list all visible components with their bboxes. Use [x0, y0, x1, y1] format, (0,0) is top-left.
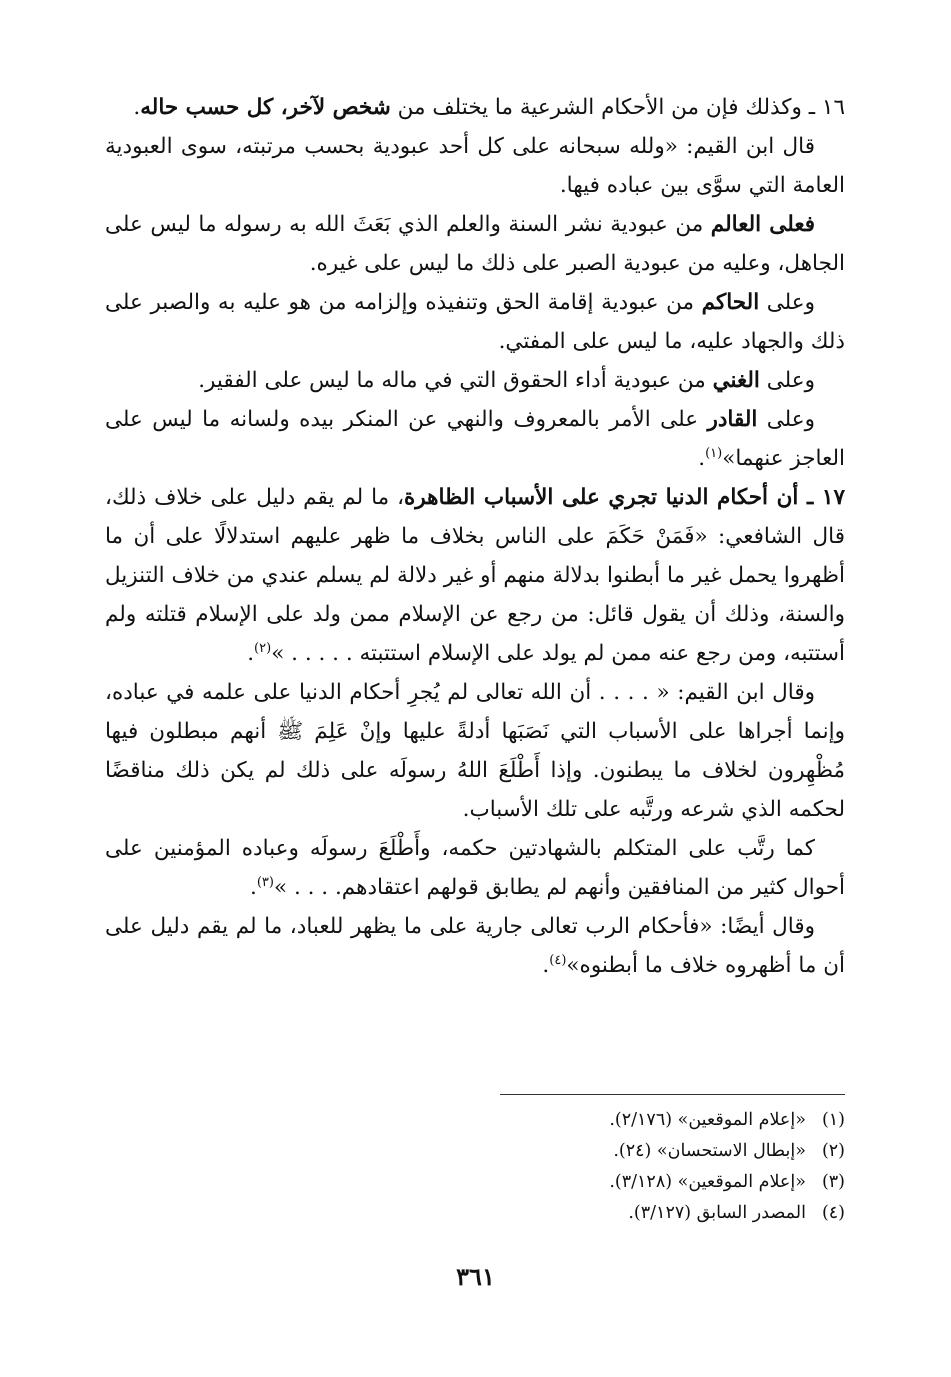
- bold-phrase: ١٧ ـ أن أحكام الدنيا تجري على الأسباب الظاهرة: [404, 485, 845, 510]
- paragraph-text: كما رتَّب على المتكلم بالشهادتين حكمه، وأَطْلَعَ رسولَه وعباده المؤمنين على أحوال كثير من المنافقين وأنهم لم يطابق قولهم اعتقادهم. . . . »: [105, 836, 845, 900]
- paragraph-text: على الأمر بالمعروف والنهي عن المنكر بيده ولسانه ما ليس على العاجز عنهما»: [105, 407, 845, 471]
- bold-phrase: القادر: [707, 407, 758, 432]
- page-number: ٣٦١: [456, 1262, 495, 1291]
- footnote-ref[interactable]: (٣): [256, 874, 274, 890]
- paragraph-text: ١٦ ـ وكذلك فإن من الأحكام الشرعية ما يختلف من: [397, 95, 845, 120]
- footnote-item: [105, 1198, 845, 1229]
- paragraph-ibn-qayyim-2: [105, 673, 845, 829]
- footnote-item: [105, 1167, 845, 1198]
- paragraph-text: .: [542, 953, 550, 978]
- paragraph-also: [105, 907, 845, 985]
- paragraph-ibn-qayyim: [105, 127, 845, 205]
- footnote-text: «إعلام الموقعين» (٢/١٧٦).: [609, 1110, 806, 1130]
- footnote-text: «إعلام الموقعين» (٣/١٢٨).: [609, 1172, 806, 1192]
- footnote-number: (٣): [821, 1172, 845, 1192]
- footnote-item: [105, 1136, 845, 1167]
- footnote-divider: [500, 1094, 845, 1095]
- footnote-number: (١): [821, 1110, 845, 1130]
- paragraph-text: وعلى: [766, 290, 816, 315]
- bold-phrase: فعلى العالم: [710, 212, 815, 237]
- paragraph-16: [105, 88, 845, 127]
- paragraph-text: وعلى: [766, 368, 815, 393]
- paragraph-text: قال ابن القيم: «ولله سبحانه على كل أحد عبودية بحسب مرتبته، سوى العبودية العامة التي سوَّى بين عباده فيها.: [105, 134, 845, 198]
- paragraph-shahada: [105, 829, 845, 907]
- footnotes: [105, 1105, 845, 1229]
- paragraph-text: ، ما لم يقم دليل على خلاف ذلك، قال الشافعي: «فَمَنْ حَكَمَ على الناس بخلاف ما ظهر عليهم استدلالًا على أن ما أظهروا يحمل غير ما أبطنوا بدلالة منهم أو غير دلالة لم يسلم عندي من خلاف التنزيل والسنة، وذلك أن يقول قائل: من رجع عن الإسلام ممن ولد على الإسلام قتلته ولم أستتبه، ومن رجع عنه ممن لم يولد على الإسلام استتبته . . . . . »: [105, 485, 845, 666]
- paragraph-text: .: [249, 875, 257, 900]
- paragraph-text: من عبودية أداء الحقوق التي في ماله ما ليس على الفقير.: [198, 368, 706, 393]
- paragraph-text: .: [698, 446, 706, 471]
- footnote-ref[interactable]: (٤): [549, 952, 567, 968]
- paragraph-rich: [105, 361, 845, 400]
- footnote-number: (٢): [821, 1141, 845, 1161]
- paragraph-capable: [105, 400, 845, 478]
- main-text: [105, 88, 845, 985]
- footnote-ref[interactable]: (١): [705, 445, 723, 461]
- paragraph-ruler: [105, 283, 845, 361]
- bold-phrase: الحاكم: [701, 290, 760, 315]
- paragraph-17: [105, 478, 845, 673]
- footnote-text: «إبطال الاستحسان» (٢٤).: [613, 1141, 806, 1161]
- footnote-text: المصدر السابق (٣/١٢٧).: [628, 1203, 806, 1223]
- paragraph-text: من عبودية إقامة الحق وتنفيذه وإلزامه من هو عليه به والصبر على ذلك والجهاد عليه، ما ليس على المفتي.: [105, 290, 845, 354]
- paragraph-text: .: [133, 95, 141, 120]
- bold-phrase: الغني: [712, 368, 760, 393]
- paragraph-text: من عبودية نشر السنة والعلم الذي بَعَثَ الله به رسوله ما ليس على الجاهل، وعليه من عبودية الصبر على ذلك ما ليس على غيره.: [105, 212, 845, 276]
- paragraph-scholar: [105, 205, 845, 283]
- paragraph-text: وعلى: [766, 407, 816, 432]
- footnote-item: [105, 1105, 845, 1136]
- footnote-number: (٤): [821, 1203, 845, 1223]
- paragraph-text: .: [247, 641, 255, 666]
- bold-phrase: شخص لآخر، كل حسب حاله: [140, 95, 391, 120]
- paragraph-text: وقال ابن القيم: « . . . . أن الله تعالى لم يُجرِ أحكام الدنيا على علمه في عباده، وإنما أجراها على الأسباب التي نَصَبَها أدلةً عليها وإنْ عَلِمَ ﷺ أنهم مبطلون فيها مُظْهِرون لخلاف ما يبطنون. وإذا أَطْلَعَ اللهُ رسولَه على ذلك لم يكن ذلك مناقضًا لحكمه الذي شرعه ورتَّبه على تلك الأسباب.: [105, 680, 845, 822]
- paragraph-text: وقال أيضًا: «فأحكام الرب تعالى جارية على ما يظهر للعباد، ما لم يقم دليل على أن ما أظهروه خلاف ما أبطنوه»: [105, 914, 845, 978]
- footnote-ref[interactable]: (٢): [254, 640, 272, 656]
